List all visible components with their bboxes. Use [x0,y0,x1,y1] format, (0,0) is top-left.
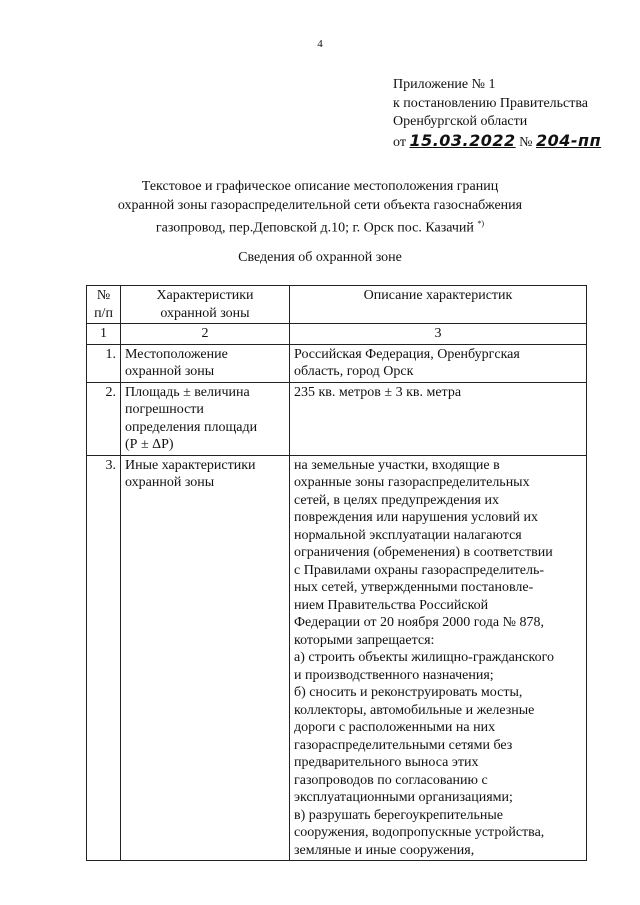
table-row [87,455,587,861]
text-line: охранной зоны [125,475,215,490]
document-title [0,178,640,238]
text-line: сетей, в целях предупреждения их [294,492,499,508]
header-num-line-1: № [96,288,111,303]
text-line: ных сетей, утвержденными постановле- [294,580,534,595]
row-characteristic [121,382,290,455]
text-line: дороги с расположенными на них [294,720,496,735]
table-index-row [87,324,587,345]
text-line: охранной зоны [125,364,215,379]
text-line: Федерации от 20 ноября 2000 года № 878, [294,615,544,630]
header-char-line-2: охранной зоны [160,305,250,321]
text-line: погрешности [125,402,204,417]
text-line: эксплуатационными организациями; [294,790,513,805]
appendix-number-prefix: № [519,134,533,150]
text-line: нормальной эксплуатации налагаются [294,527,522,543]
header-characteristics [121,286,290,324]
row-description [290,382,587,455]
table-header-row [87,286,587,324]
text-line: повреждения или нарушения условий их [294,510,538,525]
text-line: газопроводов по согласованию с [294,772,488,788]
index-cell: 1 [87,324,121,345]
text-line: Площадь ± величина [125,384,250,400]
text-line: Иные характеристики [125,457,256,473]
appendix-line-4 [393,132,601,153]
appendix-line-2: к постановлению Правительства [393,95,589,111]
row-number: 3. [87,455,121,861]
header-num [87,286,121,324]
text-line: определения площади [125,419,258,435]
header-char-line-1: Характеристики [156,288,254,303]
title-line-2: охранной зоны газораспределительной сети объекта газоснабжения [117,197,523,213]
title-line-1: Текстовое и графическое описание местоположения границ [141,179,499,194]
row-description [290,344,587,382]
row-number: 2. [87,382,121,455]
text-line: Российская Федерация, Оренбургская [294,346,520,362]
appendix-line-1: Приложение № 1 [393,77,496,92]
text-line: газораспределительными сетями без [294,737,513,753]
appendix-block [393,76,601,152]
text-line: 235 кв. метров ± 3 кв. метра [294,384,462,400]
text-line: которыми запрещается: [294,632,435,648]
table-row [87,344,587,382]
text-line: Местоположение [125,346,228,362]
section-subtitle: Сведения об охранной зоне [238,250,402,265]
row-description [290,455,587,861]
title-footnote-mark: *) [477,219,485,228]
text-line: (Р ± ΔР) [125,437,174,452]
text-line: на земельные участки, входящие в [294,457,500,473]
table-row [87,382,587,455]
page-number: 4 [317,38,323,50]
text-line: а) строить объекты жилищно-гражданского [294,650,554,665]
row-characteristic [121,455,290,861]
header-description: Описание характеристик [290,286,587,324]
row-number: 1. [87,344,121,382]
text-line: сооружения, водопропускные устройства, [294,825,545,840]
header-num-line-2: п/п [94,305,113,321]
text-line: с Правилами охраны газораспределитель- [294,562,544,578]
appendix-from-prefix: от [393,134,406,150]
appendix-line-3: Оренбургской области [393,114,528,129]
index-cell: 3 [290,324,587,345]
text-line: охранные зоны газораспределительных [294,475,530,490]
protection-zone-table [86,285,587,861]
title-line-3: газопровод, пер.Деповской д.10; г. Орск пос. Казачий [155,220,474,236]
text-line: нием Правительства Российской [294,597,489,613]
appendix-number: 204-пп [536,130,602,150]
row-characteristic [121,344,290,382]
text-line: область, город Орск [294,364,414,379]
text-line: ограничения (обременения) в соответствии [294,545,553,560]
text-line: земляные и иные сооружения, [294,842,475,858]
text-line: б) сносить и реконструировать мосты, [294,685,523,700]
text-line: и производственного назначения; [294,667,494,683]
index-cell: 2 [121,324,290,345]
text-line: в) разрушать берегоукрепительные [294,807,504,823]
title-line-3-wrap [0,215,640,238]
text-line: предварительного выноса этих [294,755,479,770]
text-line: коллекторы, автомобильные и железные [294,702,535,718]
appendix-date: 15.03.2022 [409,130,516,150]
